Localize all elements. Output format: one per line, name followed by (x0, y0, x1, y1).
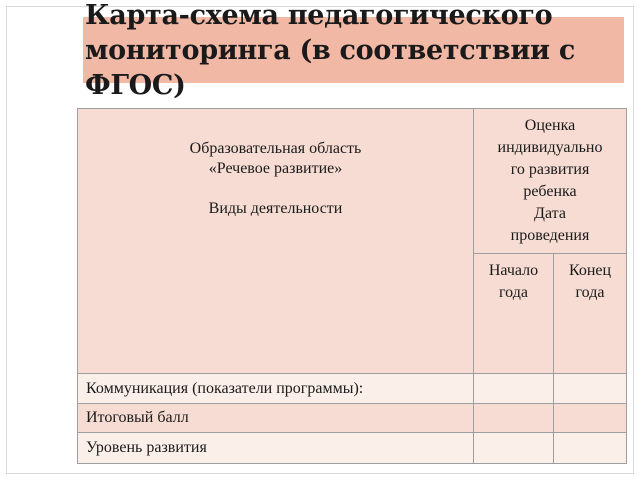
end-value-cell (554, 404, 627, 433)
assessment-line: Оценка (524, 117, 576, 134)
end-label: года (575, 284, 605, 301)
end-label: Конец (568, 262, 612, 279)
start-value-cell (474, 433, 554, 464)
end-value-cell (554, 374, 627, 404)
row-label: Итоговый балл (78, 404, 474, 433)
header-end-of-year (554, 254, 627, 374)
area-name: «Речевое развитие» (208, 160, 343, 177)
header-area-cell (78, 109, 474, 374)
assessment-line: ребенка (523, 183, 577, 200)
row-label: Уровень развития (78, 433, 474, 464)
activity-types-label: Виды деятельности (208, 200, 343, 217)
assessment-line: го развития (510, 161, 590, 178)
table-row (78, 404, 627, 433)
row-label: Коммуникация (показатели программы): (78, 374, 474, 404)
page-title: Карта-схема педагогического мониторинга (в соответствии с ФГОС) (85, 0, 576, 101)
monitoring-table (77, 108, 627, 464)
assessment-line: проведения (510, 227, 590, 244)
start-value-cell (474, 374, 554, 404)
end-value-cell (554, 433, 627, 464)
table-row (78, 374, 627, 404)
header-start-of-year (474, 254, 554, 374)
start-value-cell (474, 404, 554, 433)
area-label: Образовательная область (189, 140, 362, 157)
header-assessment-cell (474, 109, 627, 254)
assessment-line: Дата (534, 205, 566, 222)
start-label: Начало (488, 262, 539, 279)
start-label: года (499, 284, 528, 301)
table-row (78, 433, 627, 464)
assessment-line: индивидуально (497, 139, 603, 156)
